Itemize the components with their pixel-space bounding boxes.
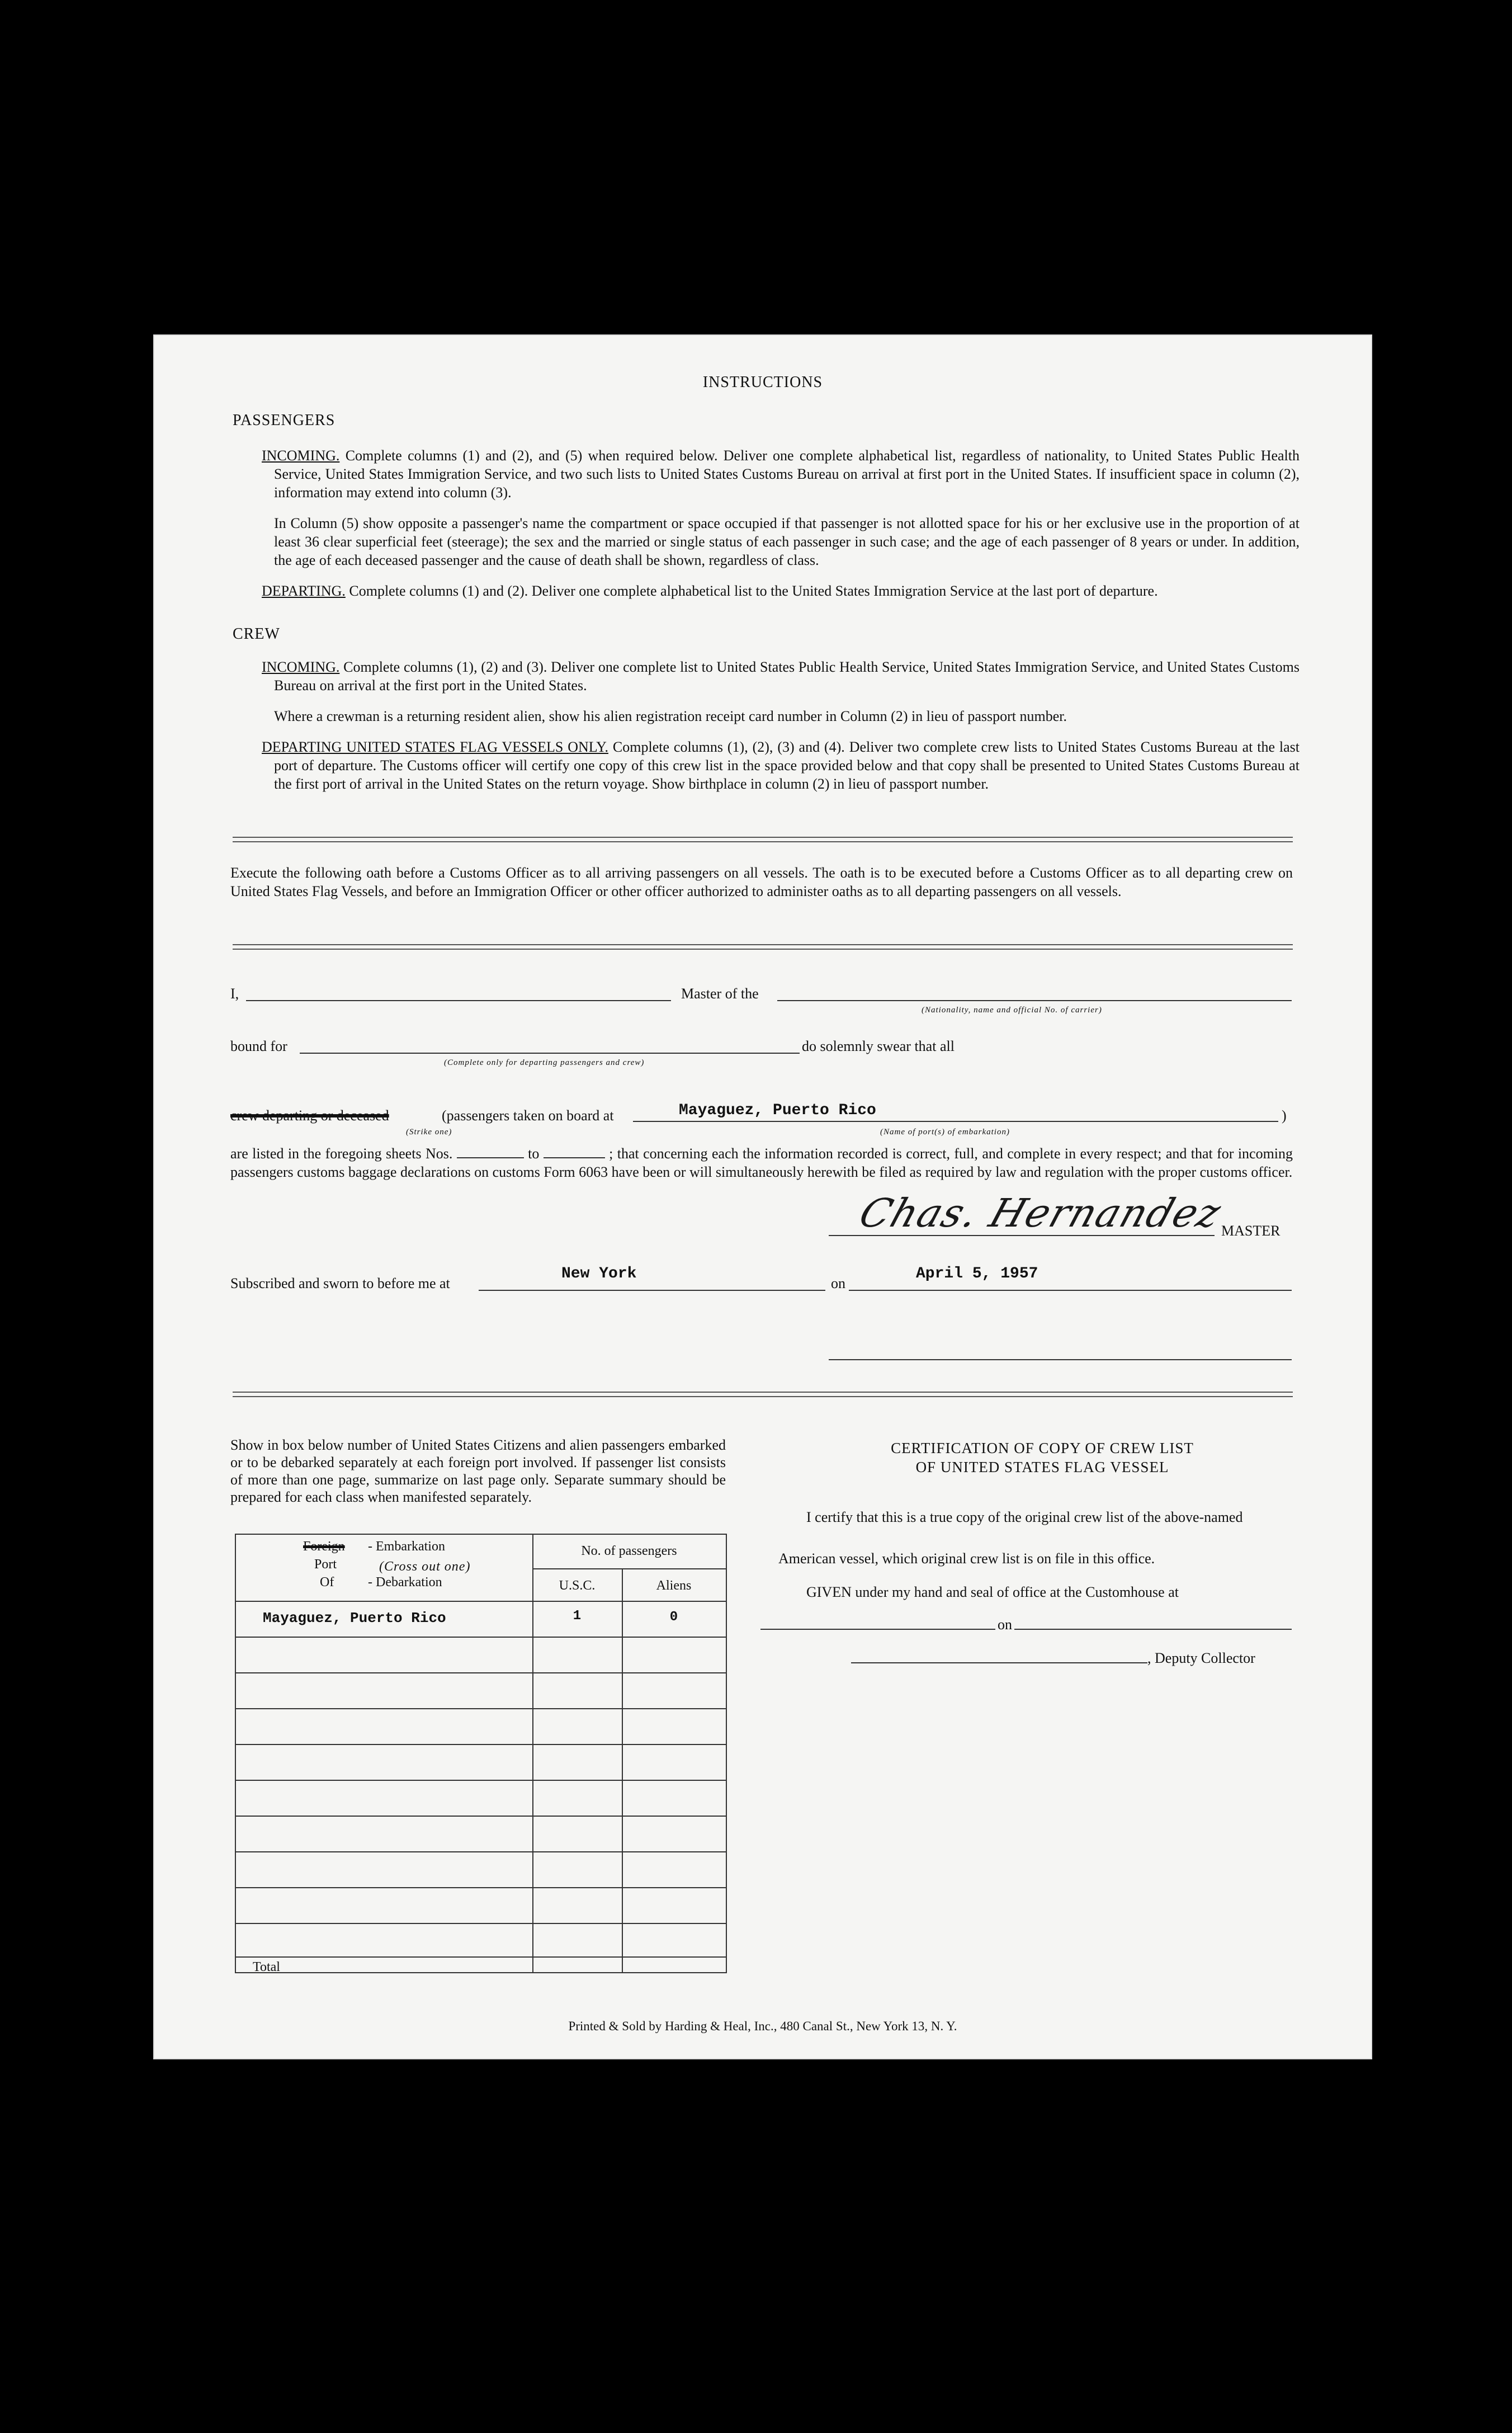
no-of-passengers-header: No. of passengers [581,1544,677,1558]
divider [233,837,1293,842]
master-label: MASTER [1221,1223,1281,1239]
crew-incoming-text: Complete columns (1), (2) and (3). Deliver one complete list to United States Public Health Service, United States Immigration Service, and United States Customs Bureau on arrival at the first port in the United States. [274,659,1300,694]
sworn-place-line [479,1290,825,1291]
form-page [153,334,1372,2059]
column5-text: In Column (5) show opposite a passenger's name the compartment or space occupied if that passenger is not allotted space for his or her exclusive use in the proportion of at least 36 clear superficial feet (steerage); the sex and the married or single status of each passenger in such case; and the age of each passenger of 8 years or under. In addition, the age of each deceased passenger and the cause of death shall be shown, regardless of class. [274,515,1300,568]
certification-title-1: CERTIFICATION OF COPY OF CREW LIST [891,1440,1194,1456]
summary-row-usc: 1 [573,1609,582,1624]
master-signature: Chas. Hernandez [853,1190,1228,1236]
crew-heading: CREW [233,625,280,643]
bound-for-line[interactable] [300,1053,800,1054]
header-embarkation: - Embarkation [368,1539,445,1554]
table-row [236,1923,726,1924]
certification-given: GIVEN under my hand and seal of office at the Customhouse at [806,1584,1179,1600]
passengers-taken-label: (passengers taken on board at [442,1107,614,1124]
table-row [236,1744,726,1745]
summary-row-aliens: 0 [669,1610,678,1625]
bound-caption: (Complete only for departing passengers and crew) [444,1058,645,1067]
total-label: Total [253,1960,280,1974]
departing-flag-text: Complete columns (1), (2), (3) and (4). Deliver two complete crew lists to United States Customs Bureau at the last port of departure. The Customs officer will certify one copy of this crew list in the space provided below and that copy shall be presented to United States Customs Bureau at the first port of arrival in the United States on the return voyage. Show birthplace in column (2) in lieu of passport number. [274,739,1300,792]
table-row [236,1708,726,1709]
departing-text: Complete columns (1) and (2). Deliver one complete alphabetical list to the United States Immigration Service at the last port of departure. [349,583,1158,599]
bound-for-label: bound for [230,1038,287,1054]
instructions-title: INSTRUCTIONS [702,374,823,391]
listed-paragraph [230,1144,1293,1181]
master-of-label: Master of the [681,986,759,1002]
aliens-header: Aliens [656,1578,692,1593]
sworn-on-label: on [831,1275,845,1291]
listed-text-1: are listed in the foregoing sheets Nos. [230,1145,453,1162]
table-row [236,1851,726,1852]
passengers-incoming-block [262,446,1300,600]
customhouse-line [760,1629,995,1630]
summary-row-port: Mayaguez, Puerto Rico [263,1610,446,1626]
listed-text-2: ; that concerning each the information recorded is correct, full, and complete in every respect; and that for incoming passengers customs baggage declarations on customs Form 6063 have been or will simultaneously herewith be filed as required by law and regulation with the proper customs officer. [230,1145,1293,1180]
oath-instruction: Execute the following oath before a Customs Officer as to all arriving passengers on all vessels. The oath is to be executed before a Customs Officer as to all departing crew on United States Flag Vessels, and before an Immigration Officer or other officer authorized to administer oaths as to all departing passengers on all vessels. [230,865,1293,899]
header-foreign-struck: Foreign [303,1539,345,1554]
port-line[interactable] [633,1121,1278,1122]
table-row [236,1780,726,1781]
crew-block [262,658,1300,793]
certification-text-2: American vessel, which original crew list is on file in this office. [778,1550,1155,1567]
table-row [236,1816,726,1817]
sheet-to-blank[interactable] [544,1157,605,1158]
divider [233,1392,1293,1397]
sworn-place-value: New York [561,1265,637,1282]
port-caption: (Name of port(s) of embarkation) [880,1128,1010,1137]
table-row [236,1637,726,1638]
carrier-caption: (Nationality, name and official No. of carrier) [922,1006,1102,1015]
carrier-line[interactable] [777,1000,1292,1001]
printer-footer: Printed & Sold by Harding & Heal, Inc., 480 Canal St., New York 13, N. Y. [568,2019,957,2033]
departing-label: DEPARTING. [262,583,346,599]
passenger-summary-table [235,1534,727,1973]
table-row [236,1956,726,1958]
deputy-signature-line [851,1662,1147,1663]
deputy-collector-label: , Deputy Collector [1147,1650,1255,1666]
i-label: I, [230,986,239,1002]
departing-flag-label: DEPARTING UNITED STATES FLAG VESSELS ONLY. [262,739,608,755]
swear-text: do solemnly swear that all [802,1038,955,1054]
sworn-date-value: April 5, 1957 [916,1265,1038,1282]
to-label: to [528,1145,540,1162]
table-row [236,1887,726,1888]
crew-incoming-label: INCOMING. [262,659,340,675]
sheet-from-blank[interactable] [457,1157,524,1158]
incoming-text: Complete columns (1) and (2), and (5) when required below. Deliver one complete alphabetical list, regardless of nationality, to United States Public Health Service, United States Immigration Service, and two such lists to United States Customs Bureau on arrival at first port in the United States. If insufficient space in column (2), information may extend into column (3). [274,447,1300,501]
header-debarkation: - Debarkation [368,1575,442,1590]
crew-struck-text: crew departing or deceased [230,1107,389,1124]
strike-caption: (Strike one) [406,1128,452,1137]
sworn-date-line [849,1290,1292,1291]
header-cross: (Cross out one) [379,1559,471,1574]
certification-text-1: I certify that this is a true copy of the original crew list of the above-named [806,1509,1243,1525]
certification-on: on [998,1616,1012,1633]
table-row [236,1672,726,1673]
embarkation-port-value: Mayaguez, Puerto Rico [679,1102,876,1119]
crewman-text: Where a crewman is a returning resident alien, show his alien registration receipt card number in Column (2) in lieu of passport number. [274,708,1067,724]
passengers-heading: PASSENGERS [233,412,336,429]
col-divider [622,1568,623,1972]
certification-title-2: OF UNITED STATES FLAG VESSEL [915,1459,1169,1475]
certification-date-line [1014,1629,1292,1630]
divider [233,944,1293,950]
header-split [532,1568,726,1569]
close-paren: ) [1282,1107,1287,1124]
header-port: Port [314,1557,337,1572]
table-row [236,1601,726,1602]
incoming-label: INCOMING. [262,447,340,464]
subscribed-label: Subscribed and sworn to before me at [230,1275,450,1291]
header-of: Of [320,1575,334,1590]
master-name-line[interactable] [246,1000,671,1001]
officer-signature-line [829,1359,1292,1360]
usc-header: U.S.C. [559,1578,596,1593]
summary-instruction: Show in box below number of United States Citizens and alien passengers embarked or to be debarked separately at each foreign port involved. If passenger list consists of more than one page, summarize on last page only. Separate summary should be prepared for each class when manifested separately. [230,1437,726,1505]
